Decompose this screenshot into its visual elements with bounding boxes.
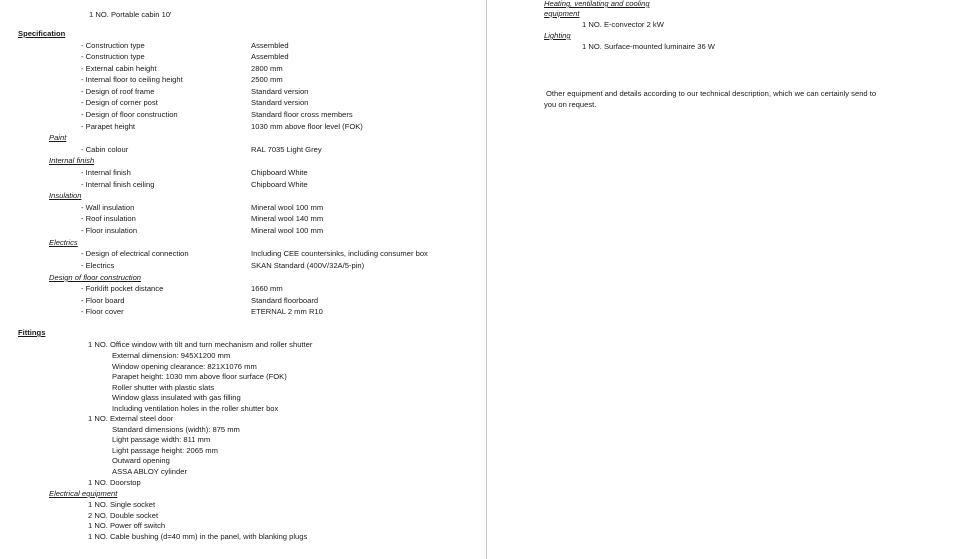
spec-label: - Internal finish ceiling (81, 180, 155, 189)
hvac-heading: Heating, ventilating and cooling (544, 0, 650, 8)
spec-value: Chipboard White (251, 168, 308, 177)
door-detail: Standard dimensions (width): 875 mm (112, 425, 240, 434)
hvac-heading-cont: equipment (544, 9, 580, 18)
spec-value: Mineral wool 140 mm (251, 214, 324, 223)
spec-value: 1030 mm above floor level (FOK) (251, 122, 363, 131)
spec-value: SKAN Standard (400V/32A/5-pin) (251, 261, 365, 270)
spec-label: - Design of floor construction (81, 110, 178, 119)
window-detail: Parapet height: 1030 mm above floor surface (FOK) (112, 372, 287, 381)
spec-label: - Floor cover (81, 307, 124, 316)
window-detail: Window opening clearance: 821X1076 mm (112, 362, 257, 371)
insulation-heading: Insulation (49, 191, 82, 200)
spec-value: Standard version (251, 98, 309, 107)
electrical-item: 2 NO. Double socket (88, 511, 159, 520)
spec-value: Assembled (251, 41, 289, 50)
spec-value: Assembled (251, 52, 289, 61)
note-line: Other equipment and details according to our technical description, which we can certainly send to (546, 89, 877, 98)
spec-label: - Cabin colour (81, 145, 129, 154)
spec-value: Mineral wool 100 mm (251, 226, 324, 235)
spec-label: - Electrics (81, 261, 115, 270)
spec-value: ETERNAL 2 mm R10 (251, 307, 323, 316)
window-title: 1 NO. Office window with tilt and turn mechanism and roller shutter (88, 340, 313, 349)
window-detail: Window glass insulated with gas filling (112, 393, 241, 402)
spec-label: - Design of electrical connection (81, 249, 189, 258)
header-line: 1 NO. Portable cabin 10' (89, 10, 172, 19)
window-detail: Roller shutter with plastic slats (112, 383, 215, 392)
internal-finish-heading: Internal finish (49, 156, 95, 165)
electrics-heading: Electrics (49, 238, 78, 247)
spec-label: - Parapet height (81, 122, 136, 131)
spec-value: Mineral wool 100 mm (251, 203, 324, 212)
lighting-heading: Lighting (544, 31, 571, 40)
spec-label: - Internal finish (81, 168, 131, 177)
door-detail: Light passage height: 2065 mm (112, 446, 218, 455)
spec-label: - Floor board (81, 296, 125, 305)
door-detail: Outward opening (112, 456, 170, 465)
fittings-heading: Fittings (18, 328, 46, 337)
right-page (487, 0, 960, 559)
lighting-item: 1 NO. Surface-mounted luminaire 36 W (582, 42, 715, 51)
spec-value: 2800 mm (251, 64, 283, 73)
spec-label: - Forklift pocket distance (81, 284, 164, 293)
spec-label: - Design of corner post (81, 98, 158, 107)
window-detail: Including ventilation holes in the roller shutter box (112, 404, 279, 413)
spec-label: - Roof insulation (81, 214, 136, 223)
spec-label: - Design of roof frame (81, 87, 155, 96)
spec-label: - Construction type (81, 52, 145, 61)
spec-value: 1660 mm (251, 284, 283, 293)
door-detail: Light passage width: 811 mm (112, 435, 211, 444)
spec-label: - Construction type (81, 41, 145, 50)
paint-heading: Paint (49, 133, 67, 142)
spec-value: Chipboard White (251, 180, 308, 189)
hvac-item: 1 NO. E-convector 2 kW (582, 20, 664, 29)
door-title: 1 NO. External steel door (88, 414, 174, 423)
floor-construction-heading: Design of floor construction (49, 273, 142, 282)
spec-value: Standard floorboard (251, 296, 319, 305)
doorstop: 1 NO. Doorstop (88, 478, 141, 487)
spec-label: - Wall insulation (81, 203, 135, 212)
note-line: you on request. (544, 100, 597, 109)
electrical-item: 1 NO. Power off switch (88, 521, 166, 530)
spec-value: Standard floor cross members (251, 110, 353, 119)
electrical-item: 1 NO. Cable bushing (d=40 mm) in the panel, with blanking plugs (88, 532, 308, 541)
specification-heading: Specification (18, 29, 66, 38)
spec-value: RAL 7035 Light Grey (251, 145, 322, 154)
spec-value: Including CEE countersinks, including consumer box (251, 249, 428, 258)
electrical-equipment-heading: Electrical equipment (49, 489, 118, 498)
spec-value: 2500 mm (251, 75, 283, 84)
window-detail: External dimension: 945X1200 mm (112, 351, 231, 360)
spec-label: - Floor insulation (81, 226, 138, 235)
spec-label: - External cabin height (81, 64, 157, 73)
spec-label: - Internal floor to ceiling height (81, 75, 183, 84)
door-detail: ASSA ABLOY cylinder (112, 467, 187, 476)
spec-value: Standard version (251, 87, 309, 96)
electrical-item: 1 NO. Single socket (88, 500, 156, 509)
